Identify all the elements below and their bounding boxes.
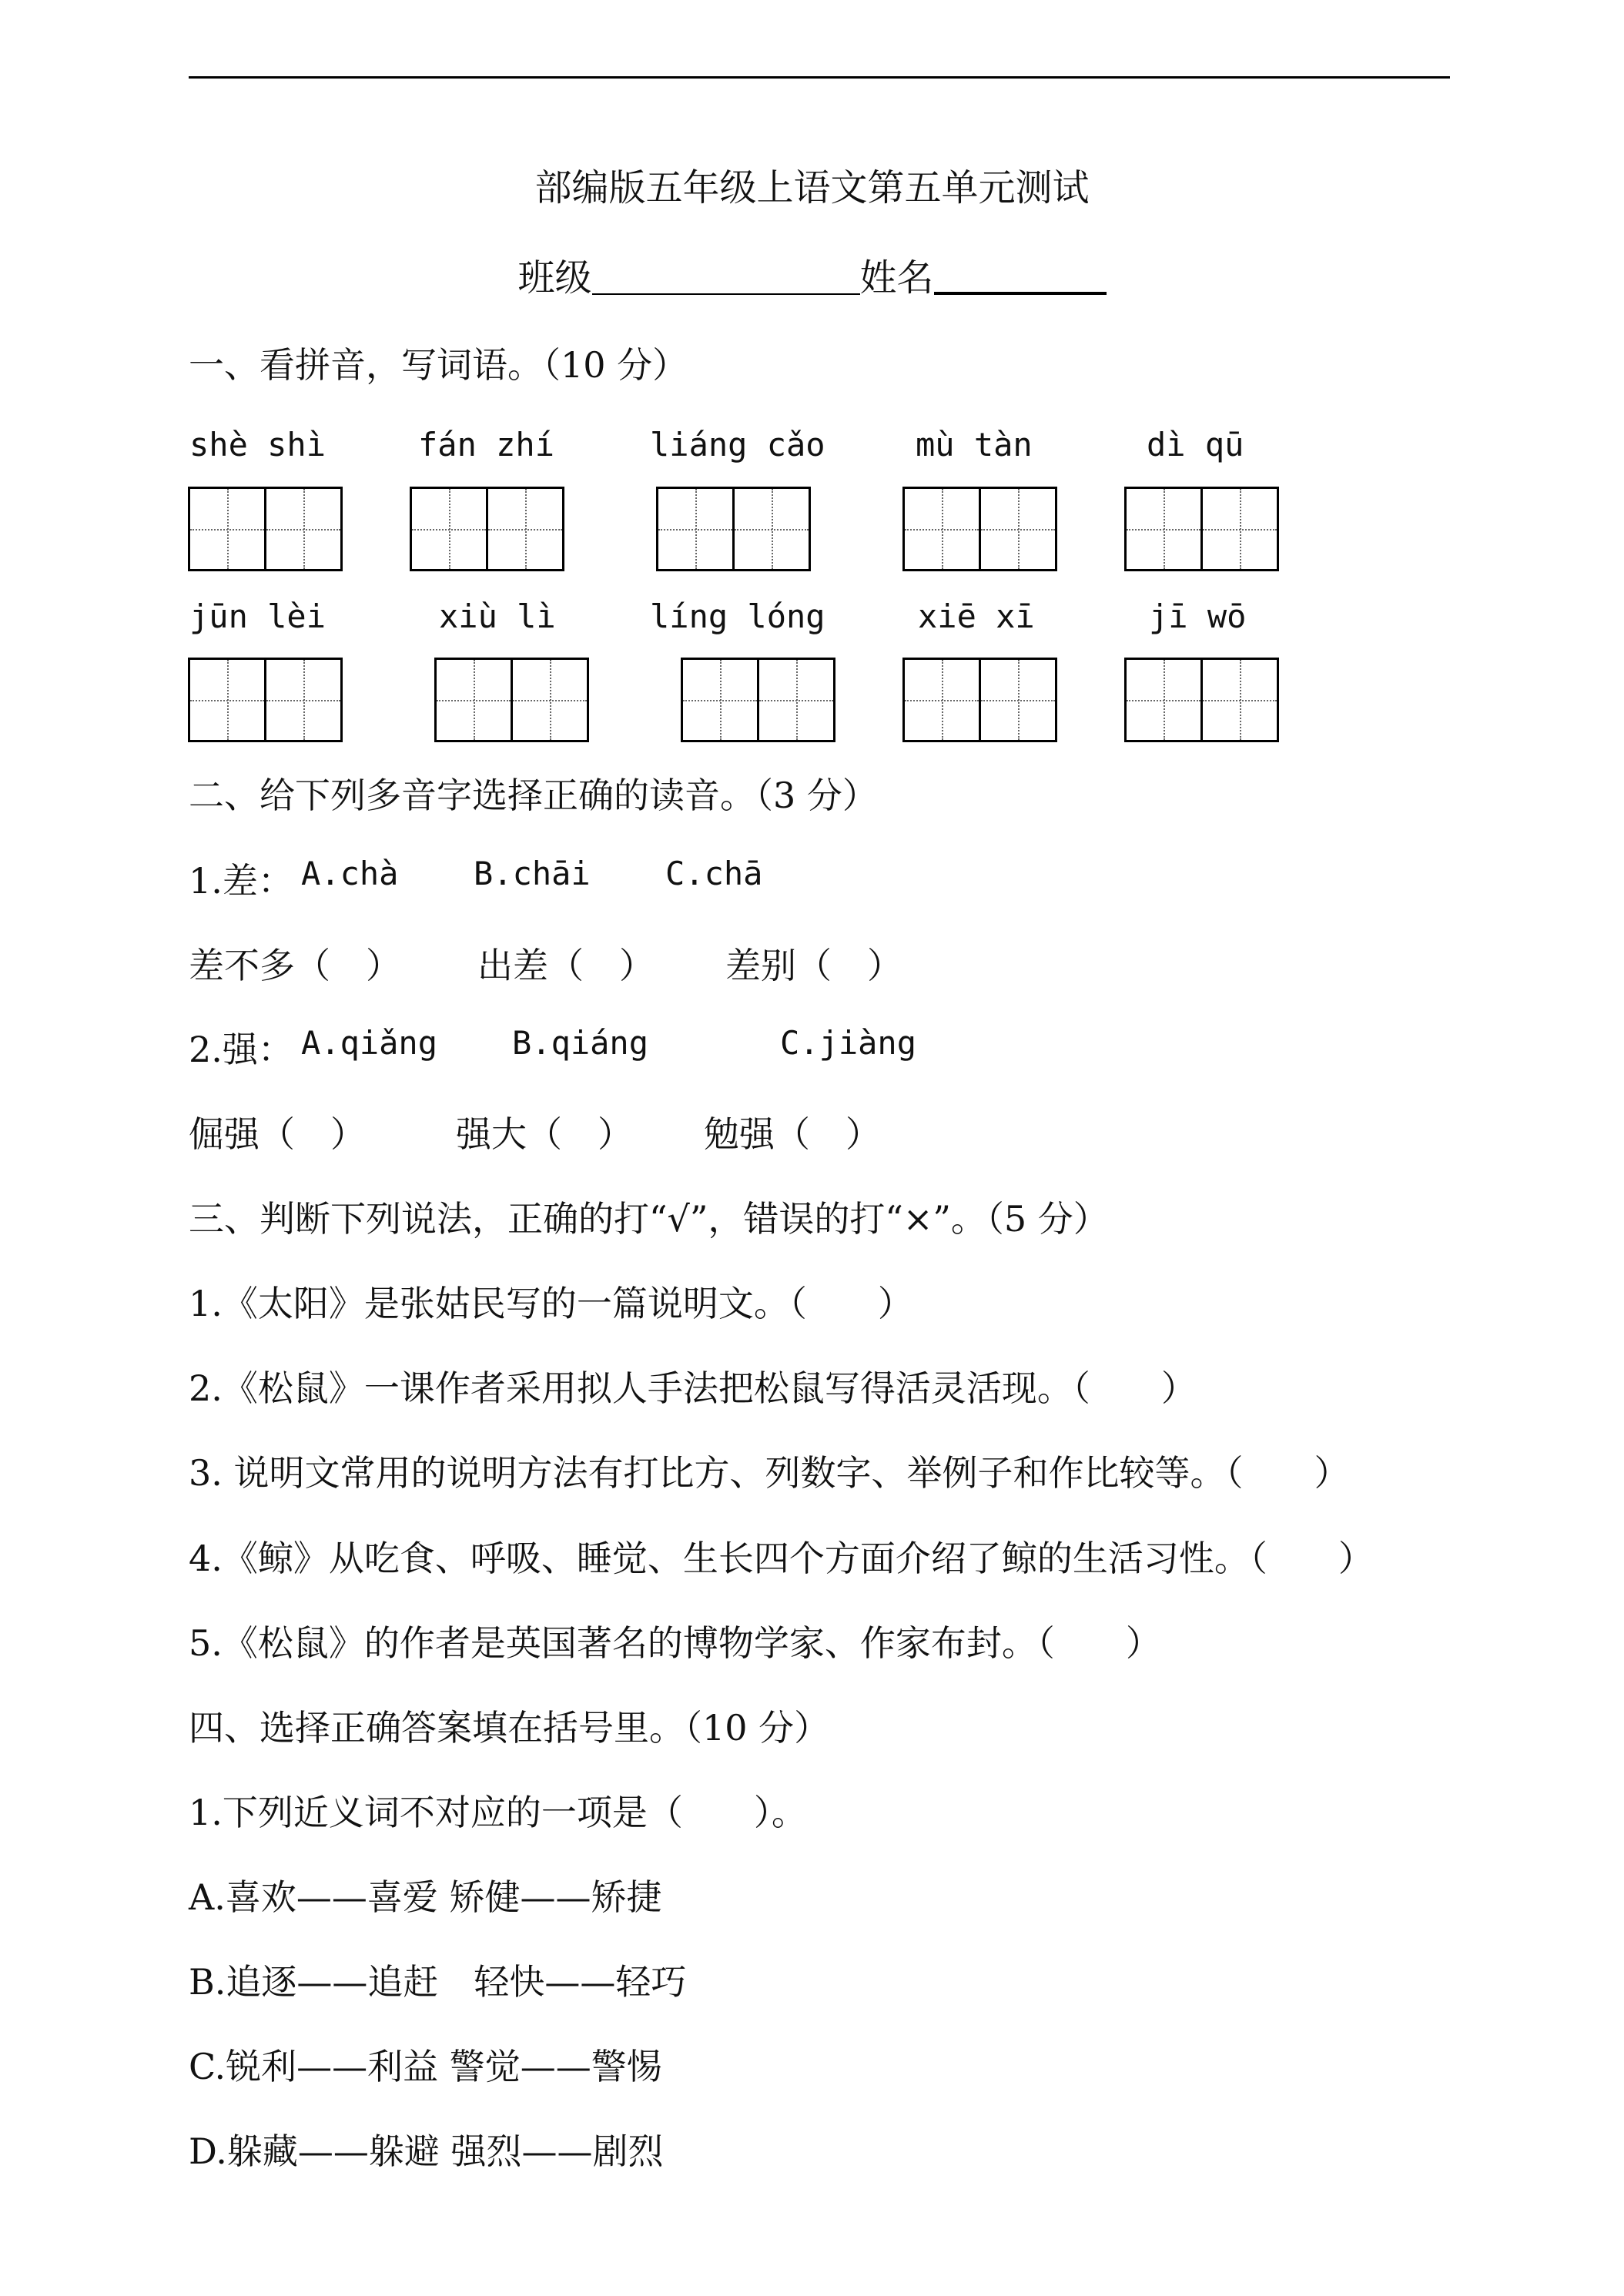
section3-heading: 三、判断下列说法，正确的打“√”，错误的打“×”。（5 分）: [189, 1198, 1109, 1240]
judgement-item: 1.《太阳》是张姑民写的一篇说明文。（ ）: [189, 1283, 913, 1324]
name-label: 姓名: [859, 256, 934, 300]
polyphone-q2-word-3: 勉强（ ）: [704, 1113, 881, 1155]
polyphone-q2-option-b: B.qiáng: [512, 1024, 649, 1062]
writing-grid-9[interactable]: [902, 658, 1057, 742]
class-label: 班级: [517, 256, 592, 300]
polyphone-q2-word-2: 强大（ ）: [456, 1113, 633, 1155]
pinyin-1: shè shì: [189, 426, 326, 464]
choice-question-1: 1.下列近义词不对应的一项是（ ）。: [189, 1792, 807, 1833]
choice-option-d: D.躲藏——躲避 强烈——剧烈: [189, 2130, 664, 2172]
pinyin-6: jūn lèi: [189, 597, 326, 635]
writing-grid-6[interactable]: [188, 658, 343, 742]
polyphone-q2-char: 2.强：: [189, 1029, 293, 1070]
judgement-item: 3. 说明文常用的说明方法有打比方、列数字、举例子和作比较等。（ ）: [189, 1452, 1350, 1494]
section2-heading: 二、给下列多音字选择正确的读音。（3 分）: [189, 775, 878, 816]
writing-grid-10[interactable]: [1124, 658, 1279, 742]
polyphone-q1-char: 1.差：: [189, 860, 293, 902]
polyphone-q1-option-a: A.chà: [301, 855, 399, 892]
pinyin-9: xiē xī: [918, 597, 1035, 635]
writing-grid-2[interactable]: [410, 487, 564, 571]
section4-heading: 四、选择正确答案填在括号里。（10 分）: [189, 1707, 830, 1749]
writing-grid-8[interactable]: [681, 658, 835, 742]
choice-option-c: C.锐利——利益 警觉——警惕: [189, 2046, 662, 2087]
polyphone-q1-word-2: 出差（ ）: [477, 945, 655, 986]
writing-grid-5[interactable]: [1124, 487, 1279, 571]
pinyin-7: xiù lì: [439, 597, 556, 635]
pinyin-5: dì qū: [1147, 426, 1244, 464]
pinyin-10: jī wō: [1149, 597, 1247, 635]
writing-grid-4[interactable]: [902, 487, 1057, 571]
writing-grid-7[interactable]: [434, 658, 589, 742]
judgement-item: 5.《松鼠》的作者是英国著名的博物学家、作家布封。（ ）: [189, 1622, 1161, 1664]
choice-option-a: A.喜欢——喜爱 矫健——矫捷: [189, 1876, 662, 1918]
polyphone-q1-option-c: C.chā: [665, 855, 763, 892]
page-title: 部编版五年级上语文第五单元测试: [534, 166, 1090, 209]
polyphone-q1-option-b: B.chāi: [474, 855, 591, 892]
polyphone-q2-option-a: A.qiǎng: [301, 1024, 438, 1062]
top-rule: [189, 76, 1450, 79]
judgement-item: 2.《松鼠》一课作者采用拟人手法把松鼠写得活灵活现。（ ）: [189, 1367, 1197, 1409]
writing-grid-1[interactable]: [188, 487, 343, 571]
class-blank[interactable]: [592, 261, 860, 295]
pinyin-2: fán zhí: [418, 426, 555, 464]
class-name-line: [0, 248, 1624, 301]
pinyin-8: líng lóng: [650, 597, 825, 635]
section1-heading: 一、看拼音，写词语。（10 分）: [189, 344, 688, 386]
choice-option-b: B.追逐——追赶 轻快——轻巧: [189, 1961, 687, 2003]
polyphone-q2-option-c: C.jiàng: [780, 1024, 917, 1062]
polyphone-q1-word-1: 差不多（ ）: [189, 945, 401, 986]
polyphone-q1-word-3: 差别（ ）: [725, 945, 902, 986]
pinyin-3: liáng cǎo: [650, 426, 825, 464]
writing-grid-3[interactable]: [656, 487, 811, 571]
judgement-item: 4.《鲸》从吃食、呼吸、睡觉、生长四个方面介绍了鲸的生活习性。（ ）: [189, 1538, 1374, 1579]
name-blank[interactable]: [934, 259, 1107, 295]
polyphone-q2-word-1: 倔强（ ）: [189, 1113, 366, 1155]
pinyin-4: mù tàn: [916, 426, 1033, 464]
